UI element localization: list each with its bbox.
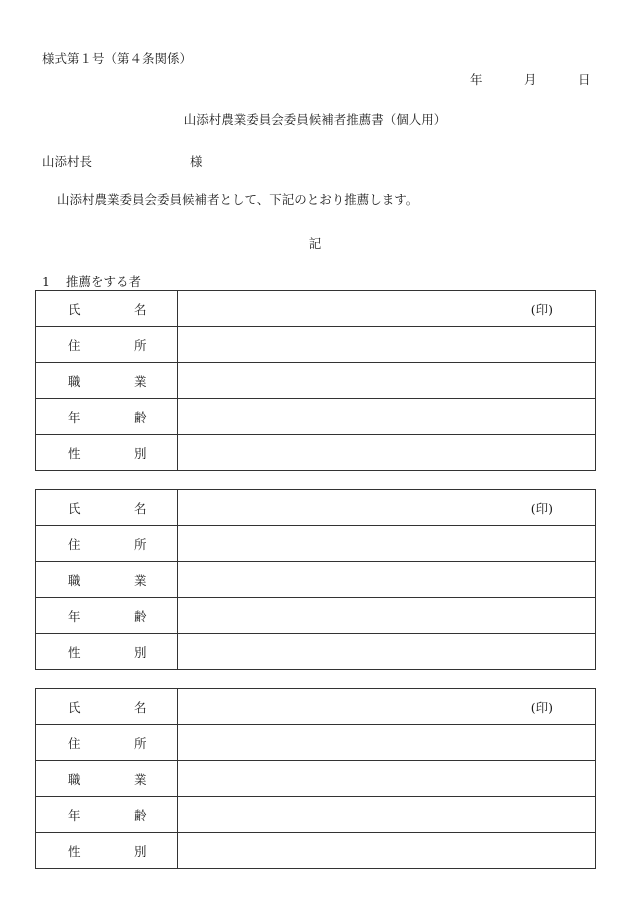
date-day-unit: 日 <box>578 72 591 87</box>
label-char: 住 <box>68 337 81 353</box>
label-name <box>36 291 178 327</box>
name-field[interactable] <box>178 689 596 725</box>
row-address <box>36 327 596 363</box>
label-occupation <box>36 562 178 598</box>
label-char: 名 <box>134 301 147 317</box>
label-char: 別 <box>134 644 147 660</box>
gender-field[interactable] <box>178 833 596 869</box>
row-occupation <box>36 363 596 399</box>
name-field[interactable] <box>178 291 596 327</box>
row-name <box>36 291 596 327</box>
recommender-table-2 <box>35 489 596 670</box>
row-occupation <box>36 562 596 598</box>
occupation-field[interactable] <box>178 761 596 797</box>
label-age <box>36 797 178 833</box>
label-char: 年 <box>68 608 81 624</box>
label-gender <box>36 435 178 471</box>
label-char: 所 <box>134 735 147 751</box>
name-field[interactable] <box>178 490 596 526</box>
recommender-table-3 <box>35 688 596 869</box>
label-age <box>36 598 178 634</box>
date-month-unit: 月 <box>524 72 537 87</box>
age-field[interactable] <box>178 598 596 634</box>
label-gender <box>36 634 178 670</box>
addressee <box>42 152 203 170</box>
label-occupation <box>36 761 178 797</box>
label-char: 氏 <box>68 500 81 516</box>
label-char: 別 <box>134 843 147 859</box>
label-address <box>36 327 178 363</box>
body-text: 山添村農業委員会委員候補者として、下記のとおり推薦します。 <box>57 192 419 207</box>
row-age <box>36 399 596 435</box>
label-char: 業 <box>134 572 147 588</box>
ki-marker: 記 <box>308 236 322 251</box>
age-field[interactable] <box>178 399 596 435</box>
label-name <box>36 490 178 526</box>
row-gender <box>36 634 596 670</box>
label-char: 年 <box>68 807 81 823</box>
label-name <box>36 689 178 725</box>
label-char: 齢 <box>134 409 147 425</box>
label-char: 性 <box>68 445 81 461</box>
row-address <box>36 725 596 761</box>
address-field[interactable] <box>178 327 596 363</box>
row-age <box>36 598 596 634</box>
label-char: 名 <box>134 500 147 516</box>
label-char: 所 <box>134 337 147 353</box>
label-char: 名 <box>134 699 147 715</box>
label-char: 別 <box>134 445 147 461</box>
label-address <box>36 526 178 562</box>
row-address <box>36 526 596 562</box>
label-char: 齢 <box>134 807 147 823</box>
gender-field[interactable] <box>178 634 596 670</box>
recommender-table-1 <box>35 290 596 471</box>
row-gender <box>36 833 596 869</box>
addressee-honorific: 様 <box>190 154 203 169</box>
label-char: 氏 <box>68 301 81 317</box>
label-char: 業 <box>134 771 147 787</box>
label-char: 業 <box>134 373 147 389</box>
label-char: 性 <box>68 843 81 859</box>
seal-mark: (印) <box>530 500 553 516</box>
document-title: 山添村農業委員会委員候補者推薦書（個人用） <box>183 112 447 127</box>
label-char: 年 <box>68 409 81 425</box>
label-char: 住 <box>68 536 81 552</box>
addressee-name: 山添村長 <box>42 154 93 169</box>
gender-field[interactable] <box>178 435 596 471</box>
row-name <box>36 689 596 725</box>
address-field[interactable] <box>178 725 596 761</box>
label-char: 所 <box>134 536 147 552</box>
row-name <box>36 490 596 526</box>
label-char: 職 <box>68 771 81 787</box>
label-char: 住 <box>68 735 81 751</box>
occupation-field[interactable] <box>178 562 596 598</box>
label-char: 職 <box>68 373 81 389</box>
age-field[interactable] <box>178 797 596 833</box>
section-heading <box>42 272 141 290</box>
label-age <box>36 399 178 435</box>
row-occupation <box>36 761 596 797</box>
row-age <box>36 797 596 833</box>
label-occupation <box>36 363 178 399</box>
address-field[interactable] <box>178 526 596 562</box>
occupation-field[interactable] <box>178 363 596 399</box>
label-char: 性 <box>68 644 81 660</box>
label-char: 氏 <box>68 699 81 715</box>
date-year-unit: 年 <box>470 72 483 87</box>
section-title: 推薦をする者 <box>66 274 142 289</box>
label-address <box>36 725 178 761</box>
label-char: 齢 <box>134 608 147 624</box>
form-number: 様式第１号（第４条関係） <box>42 51 193 66</box>
row-gender <box>36 435 596 471</box>
section-number: 1 <box>42 274 50 289</box>
label-gender <box>36 833 178 869</box>
seal-mark: (印) <box>530 301 553 317</box>
label-char: 職 <box>68 572 81 588</box>
seal-mark: (印) <box>530 699 553 715</box>
